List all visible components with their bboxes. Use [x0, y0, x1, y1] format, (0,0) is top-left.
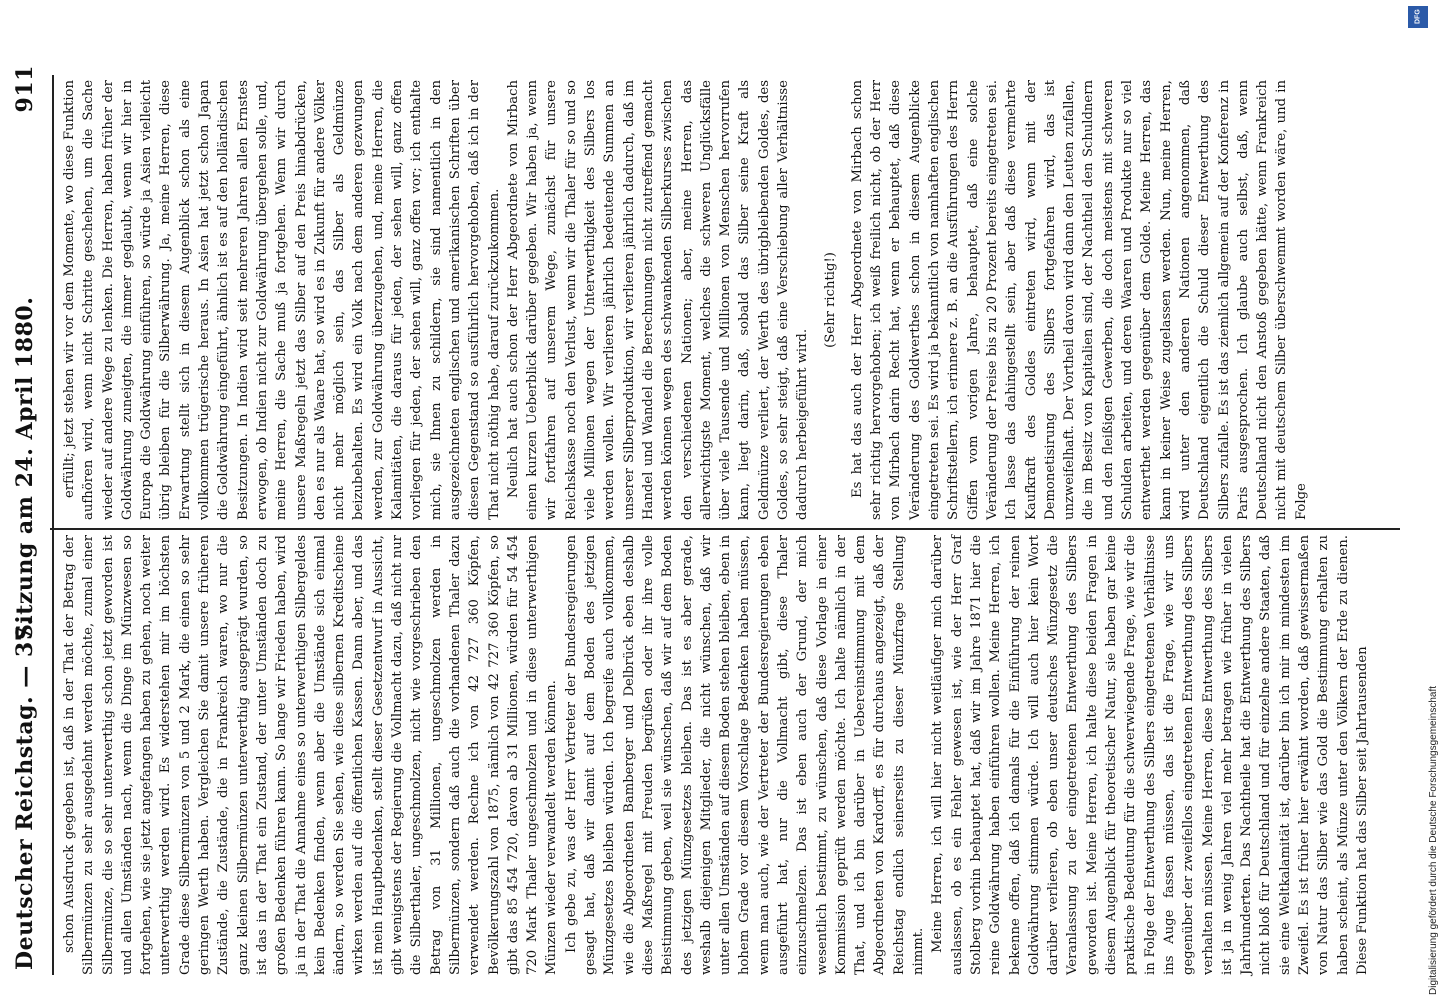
paragraph: Neulich hat auch schon der Herr Abgeordnete von Mirbach einen kurzen Ueberblick darüber gegeben. Wir haben ja, wenn wir fortfahren auf unserem Wege, zunächst für unsere Reichskasse noch den Verlust, wenn wir die Thaler für so und so viele Millionen wegen der Unterwerthigkeit des Silbers los werden wollen. Wir verlieren jährlich bedeutende Summen an unserer Silberproduktion, wir verlieren jährlich dadurch, daß im Handel und Wandel die Berechnungen nicht zutreffend gemacht werden können wegen des schwankenden Silberkurses zwischen den verschiedenen Nationen; aber, meine Herren, das allerwichtigste Moment, welches die schweren Unglücksfälle über viele Tausende und Millionen von Menschen hervorrufen kann, liegt darin, daß, sobald das Silber seine Kraft als Geldmünze verliert, der Werth des übrigbleibenden Goldes, des Goldes, so sehr steigt, daß eine Verschiebung aller Verhältnisse dadurch herbeigeführt wird. [505, 80, 811, 520]
column-divider [50, 528, 1400, 530]
header-session-date: Sitzung am 24. April 1880. [12, 296, 38, 640]
paragraph: Es hat das auch der Herr Abgeordnete von Mirbach schon sehr richtig hervorgehoben; ich weiß freilich nicht, ob der Herr von Mirbach darin Recht hat, wenn er behauptet, daß diese Veränderung des Goldwerthes schon in diesem Augenblicke eingetreten sei. Es wird ja bekanntlich von namhaften englischen Schriftstellern, ich erinnere z. B. an die Ausführungen des Herrn Giffen vom vorigen Jahre, behauptet, daß eine solche Veränderung der Preise bis zu 20 Prozent bereits eingetreten sei. Ich lasse das dahingestellt sein, aber daß diese vermehrte Kaufkraft des Goldes eintreten wird, wenn mit der Demonetisirung des Silbers fortgefahren wird, das ist unzweifelhaft. Der Vortheil davon wird dann den Leuten zufallen, die im Besitz von Kapitalien sind, der Nachtheil den Schuldnern und den fleißigen Gewerben, die doch meistens mit schweren Schulden arbeiten, und deren Waaren und Produkte nur so viel entwerthet werden gegenüber dem Golde. Meine Herren, das kann in keiner Weise zugelassen werden. Nun, meine Herren, wird unter den anderen Nationen angenommen, daß Deutschland eigentlich die Schuld dieser Entwerthung des Silbers zufalle. Es ist das ziemlich allgemein auf der Konferenz in Paris ausgesprochen. Ich glaube auch selbst, daß, wenn Deutschland nicht den Anstoß gegeben hätte, wenn Frankreich nicht mit deutschem Silber überschwemmt worden wäre, und in Folge [849, 80, 1309, 520]
paragraph: erfüllt; jetzt stehen wir vor dem Momente, wo diese Funktion aufhören wird, wenn nicht Schritte geschehen, um die Sache wieder auf andere Wege zu lenken. Die Herren, haben früher der Goldwährung zuneigten, die immer geglaubt, wenn wir hier in Europa die Goldwährung einführen, so würde ja Asien vielleicht übrig bleiben für die Silberwährung. Ja, meine Herren, diese Erwartung stellt sich in diesem Augenblick schon als eine vollkommen trügerische heraus. In Asien hat jetzt schon Japan die Goldwährung eingeführt, ähnlich ist es auf den holländischen Besitzungen. In Indien wird seit mehreren Jahren allen Ernstes erwogen, ob Indien nicht zur Goldwährung übergehen solle, und, meine Herren, die Sache muß ja fortgehen. Wenn wir durch unsere Maßregeln jetzt das Silber auf den Preis hinabdrücken, den es nur als Waare hat, so wird es in Zukunft für andere Völker nicht mehr möglich sein, das Silber als Geldmünze beizubehalten. Es wird ein Volk nach dem anderen gezwungen werden, zur Goldwährung überzugehen, und, meine Herren, die Kalamitäten, die daraus für jeden, der sehen will, ganz offen vorliegen für jeden, der sehen will, ganz offen vor; ich enthalte mich, sie Ihnen zu schildern, sie sind namentlich in den ausgezeichneten englischen und amerikanischen Schriften über diesen Gegenstand so ausführlich hervorgehoben, daß ich in der That nicht nöthig habe, darauf zurückzukommen. [62, 80, 502, 520]
page-header [12, 65, 52, 970]
paragraph: Meine Herren, ich will hier nicht weitläufiger mich darüber auslassen, ob es ein Fehler gewesen ist, wie der Herr Graf Stolberg vorhin behauptet hat, daß wir im Jahre 1871 hier die reine Goldwährung haben einführen wollen. Meine Herren, ich bekenne offen, daß ich damals für die Einführung der reinen Goldwährung stimmen würde. Ich will auch hier kein Wort darüber verlieren, ob eben unser deutsches Münzgesetz die Veranlassung zu der eingetretenen Entwerthung des Silbers geworden ist. Meine Herren, ich halte diese beiden Fragen in diesem Augenblick für theoretischer Natur, sie haben gar keine praktische Bedeutung für die schwerwiegende Frage, wie wir die in Folge der Entwerthung des Silbers eingetretenen Verhältnisse ins Auge fassen müssen, das ist die Frage, wie wir uns gegenüber der zweifellos eingetretenen Entwerthung des Silbers verhalten müssen. Meine Herren, diese Entwerthung des Silbers ist ja in wenig Jahren viel mehr betragen wie früher in vielen Jahrhunderten. Das Nachtheile hat die Entwerthung des Silbers nicht bloß für Deutschland und für einzelne andere Staaten, daß sie eine Weltkalamität ist, darüber bin ich mir im mindesten im Zweifel. Es ist früher hier erwähnt worden, daß gewissermaßen von Natur das Silber wie das Gold die Bestimmung erhalten zu haben scheint, als Münze unter den Völkern der Erde zu dienen. Diese Funktion hat das Silber seit Jahrtausenden [930, 535, 1370, 975]
dfg-logo: DFG [1408, 6, 1428, 28]
header-page-number: 911 [12, 65, 38, 113]
right-column [60, 80, 1440, 520]
header-rule [52, 75, 54, 975]
rotated-document-page [0, 65, 1400, 1000]
digitization-credit-text: Digitalisierung gefördert durch die Deutsche Forschungsgemeinschaft [1428, 685, 1439, 995]
interjection: (Sehr richtig!) [822, 252, 838, 348]
paragraph: Ich gebe zu, was der Herr Vertreter der Bundesregierungen gesagt hat, daß wir damit auf dem Boden des jetzigen Münzgesetzes bleiben würden. Ich begreife auch vollkommen, wie die Abgeordneten Bamberger und Delbrück eben deshalb diese Maßregel mit Freuden begrüßen oder ihr ihre volle Beistimmung geben, weil sie wünschen, daß wir auf dem Boden des jetzigen Münzgesetzes bleiben. Das ist es aber gerade, weshalb diejenigen Mitglieder, die nicht wünschen, daß wir unter allen Umständen auf diesem Boden stehen bleiben, eben in hohem Grade vor diesem Vorschlage Bedenken haben müssen, wenn man auch, wie der Vertreter der Bundesregierungen eben ausgeführt hat, nur die Vollmacht gibt, diese Thaler einzuschmelzen. Das ist eben auch der Grund, der mich wesentlich bestimmt, zu wünschen, daß diese Vorlage in einer Kommission geprüft werden möchte. Ich halte nämlich in der That, und ich bin darüber in Uebereinstimmung mit dem Abgeordneten von Kardorff, es für durchaus angezeigt, daß der Reichstag endlich seinerseits zu dieser Münzfrage Stellung nimmt. [563, 535, 927, 975]
digitization-credit [1408, 0, 1439, 1000]
header-publication: Deutscher Reichstag. — 37. [12, 617, 38, 970]
paragraph: schon Ausdruck gegeben ist, daß in der That der Betrag der Silbermünzen zu sehr ausgedehnt werden möchte, zumal einer Silbermünze, die so sehr unterwerthig schon jetzt geworden ist und allen Umständen nach, wenn die Dinge im Münzwesen so fortgehen, wie sie jetzt angefangen haben zu gehen, noch weiter unterwerthig werden wird. Es widerstehen mir im höchsten Grade diese Silbermünzen von 5 und 2 Mark, die einen so sehr geringen Werth haben. Vergleichen Sie damit unsere früheren Zustände, die Zustände, die in Frankreich waren, wo nur die ganz kleinen Silbermünzen unterwerthig ausgeprägt wurden, so ist das in der That ein Zustand, der unter Umständen doch zu großen Bedenken führen kann. So lange wir Frieden haben, wird ja in der That die Annahme eines so unterwerthigen Silbergeldes kein Bedenken finden, wenn aber die Umstände sich einmal ändern, so werden Sie sehen, wie diese silbernen Kreditscheine wirken werden auf die öffentlichen Kassen. Dann aber, und das ist mein Hauptbedenken, stellt dieser Gesetzentwurf in Aussicht, gibt wenigstens der Regierung die Vollmacht dazu, daß nicht nur die Silberthaler, ungeschmolzen, nicht wie vorgeschrieben den Betrag von 31 Millionen, ungeschmolzen werden in Silbermünzen, sondern daß auch die vorhandenen Thaler dazu verwendet werden. Rechne ich von 42 727 360 Köpfen, Bevölkerungszahl von 1875, nämlich von 42 727 360 Köpfen, so gibt das 85 454 720, davon ab 31 Millionen, würden für 54 454 720 Mark Thaler ungeschmolzen und in diese unterwerthigen Münzen wieder verwandelt werden können. [62, 535, 560, 975]
left-column [60, 535, 1440, 975]
